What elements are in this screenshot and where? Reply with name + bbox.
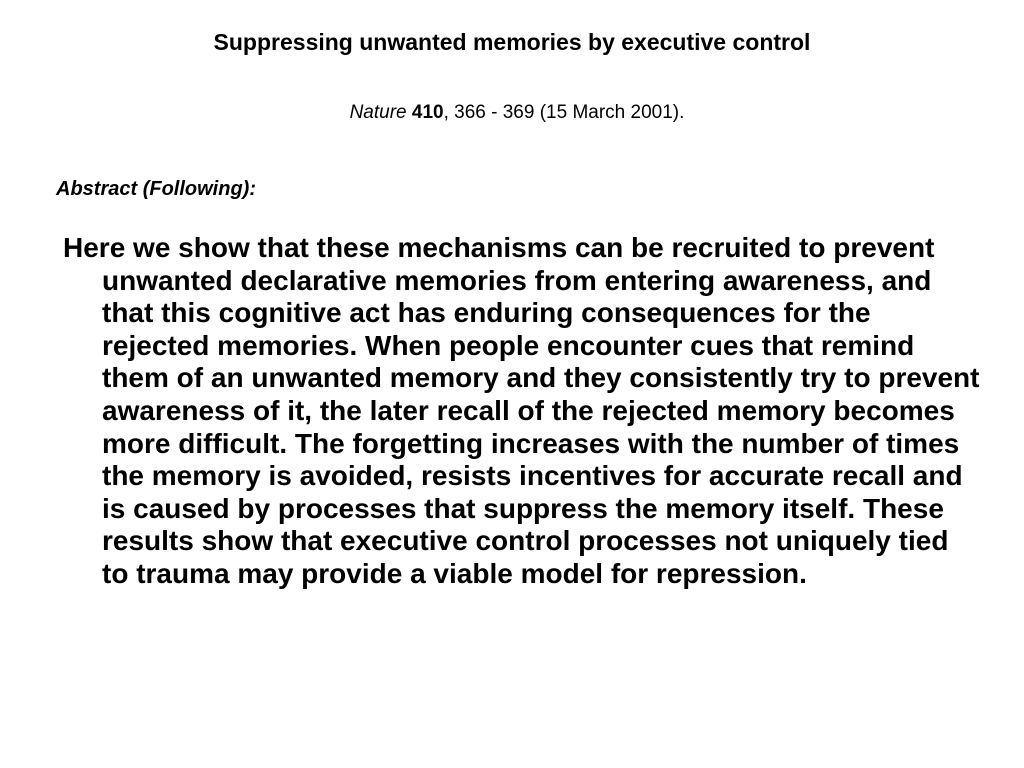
citation <box>0 101 1024 125</box>
citation-volume: 410 <box>411 102 444 123</box>
citation-journal: Nature <box>349 102 407 123</box>
paper-title: Suppressing unwanted memories by executive control <box>213 29 811 55</box>
abstract-heading: Abstract (Following): <box>56 178 256 200</box>
abstract-text: Here we show that these mechanisms can be recruited to prevent unwanted declarative memories from entering awareness, and that this cognitive act has enduring consequences for the rejected memories. When people encounter cues that remind them of an unwanted memory and they consistently try to prevent awareness of it, the later recall of the rejected memory becomes more difficult. The forgetting increases with the number of times the memory is avoided, resists incentives for accurate recall and is caused by processes that suppress the memory itself. These results show that executive control processes not uniquely tied to trauma may provide a viable model for repression. <box>63 232 980 589</box>
citation-pages-date: , 366 - 369 (15 March 2001). <box>443 102 685 123</box>
